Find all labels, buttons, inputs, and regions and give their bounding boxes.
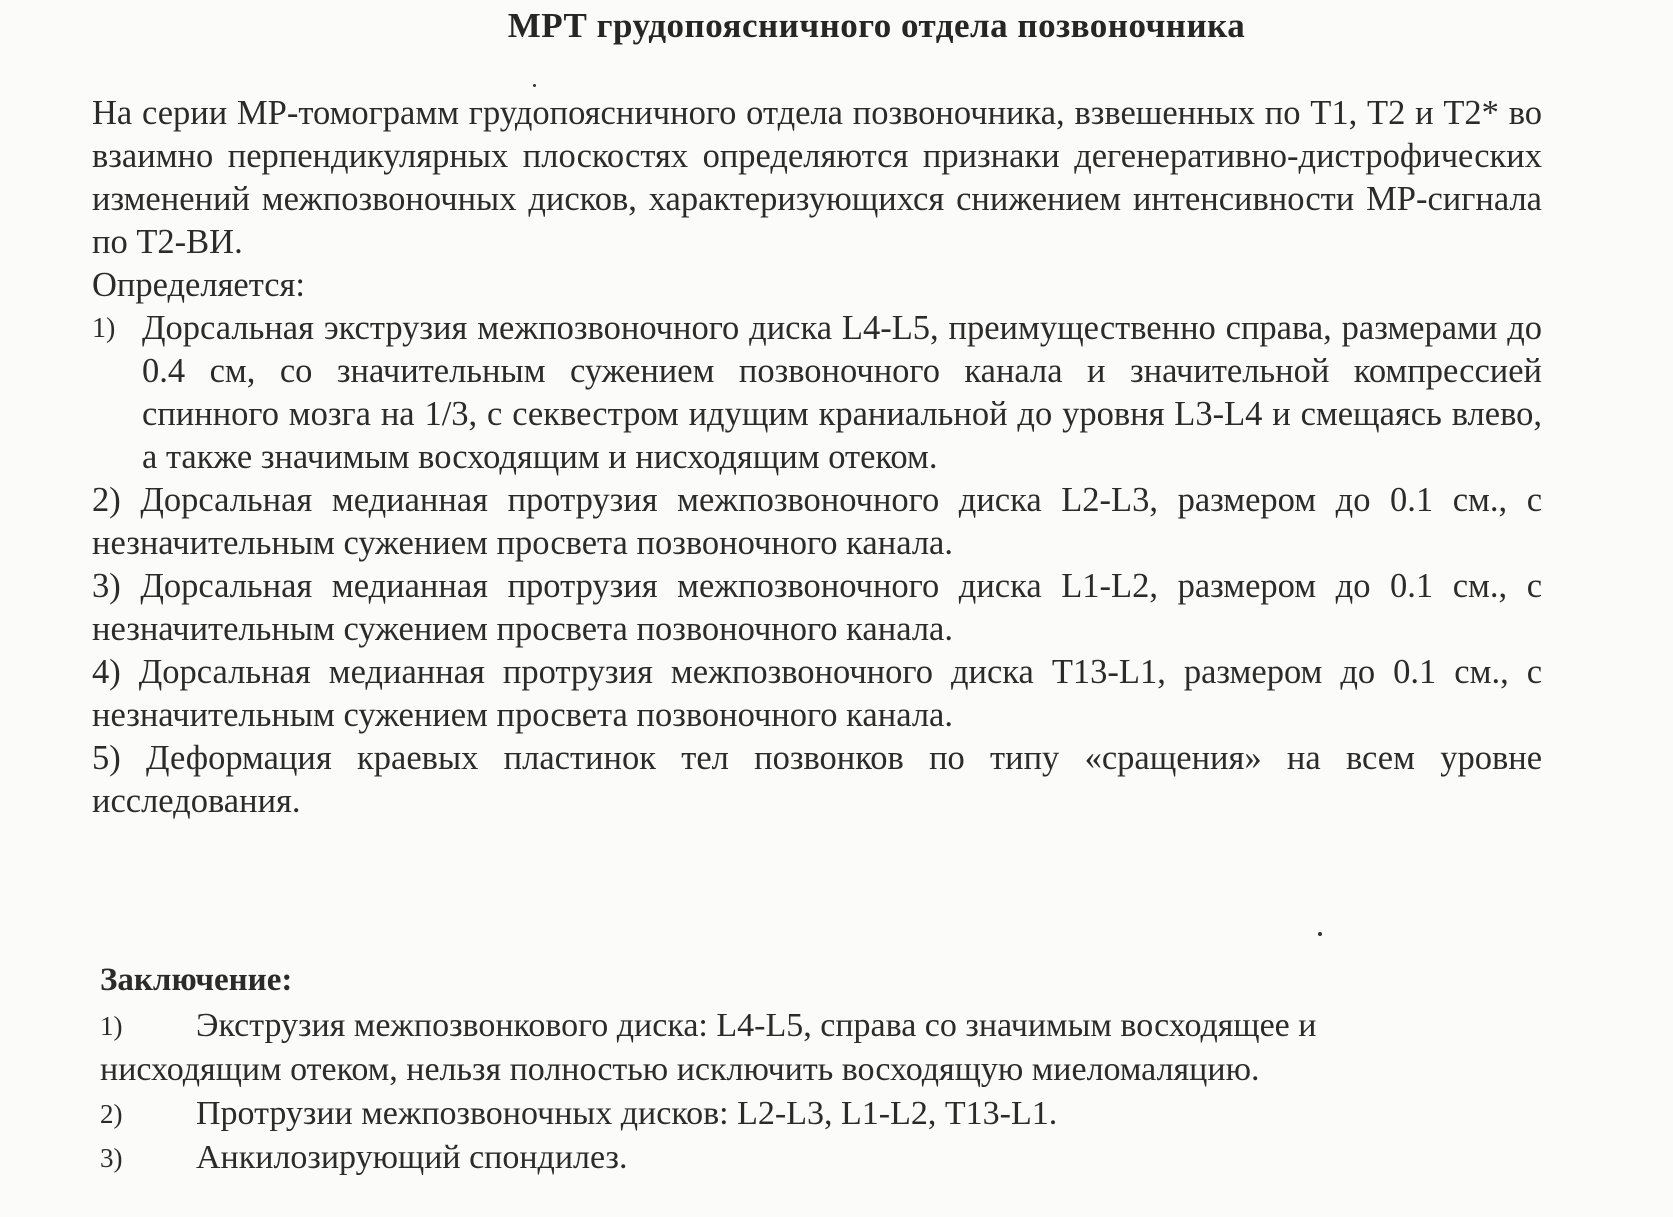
findings-section <box>92 92 1542 823</box>
document-title: МРТ грудопоясничного отдела позвоночника <box>507 6 1246 45</box>
conclusion-number: 2) <box>100 1099 123 1129</box>
finding-number: 2) <box>92 481 121 519</box>
finding-text: Деформация краевых пластинок тел позвонков по типу «сращения» на всем уровне исследования. <box>92 739 1543 820</box>
findings-label: Определяется: <box>92 266 306 304</box>
intro-paragraph: На серии МР-томограмм грудопоясничного отдела позвоночника, взвешенных по Т1, Т2 и Т2* во взаимно перпендикулярных плоскостях определяются признаки дегенеративно-дистрофических изменений межпозвоночных дисков, характеризующихся снижением интенсивности МР-сигнала по Т2-ВИ. <box>92 94 1542 261</box>
conclusion-title: Заключение: <box>100 962 293 998</box>
finding-item-5 <box>92 737 1542 823</box>
finding-text: Дорсальная медианная протрузия межпозвоночного диска L2-L3, размером до 0.1 см., с незначительным сужением просвета позвоночного канала. <box>92 481 1543 562</box>
conclusion-section <box>100 958 1520 1180</box>
conclusion-item-2 <box>100 1092 1520 1136</box>
finding-text: Дорсальная медианная протрузия межпозвоночного диска L1-L2, размером до 0.1 см., с незначительным сужением просвета позвоночного канала. <box>92 567 1543 648</box>
finding-text: Дорсальная медианная протрузия межпозвоночного диска Т13-L1, размером до 0.1 см., с незначительным сужением просвета позвоночного канала. <box>92 653 1543 734</box>
finding-text: Дорсальная экструзия межпозвоночного диска L4-L5, преимущественно справа, размерами до 0.4 см, со значительным сужением позвоночного канала и значительной компрессией спинного мозга на 1/3, с секвестром идущим краниальной до уровня L3-L4 и смещаясь влево, а также значимым восходящим и нисходящим отеком. <box>142 309 1542 476</box>
conclusion-item-1 <box>100 1004 1520 1048</box>
conclusion-number: 1) <box>100 1011 123 1041</box>
conclusion-item-3 <box>100 1136 1520 1180</box>
finding-number: 5) <box>92 739 121 777</box>
finding-item-2 <box>92 479 1542 565</box>
finding-item-3 <box>92 565 1542 651</box>
scan-speck <box>1318 932 1322 936</box>
finding-number: 1) <box>92 313 116 344</box>
conclusion-text: Экструзия межпозвонкового диска: L4-L5, справа со значимым восходящее и <box>196 1007 1317 1044</box>
conclusion-text: Анкилозирующий спондилез. <box>196 1139 628 1176</box>
conclusion-continuation: нисходящим отеком, нельзя полностью исключить восходящую миеломаляцию. <box>100 1051 1260 1088</box>
conclusion-number: 3) <box>100 1143 123 1173</box>
finding-number: 3) <box>92 567 121 605</box>
finding-item-1 <box>92 307 1542 479</box>
conclusion-text: Протрузии межпозвоночных дисков: L2-L3, L1-L2, Т13-L1. <box>196 1095 1058 1132</box>
finding-number: 4) <box>92 653 121 691</box>
finding-item-4 <box>92 651 1542 737</box>
scan-speck <box>533 84 536 87</box>
